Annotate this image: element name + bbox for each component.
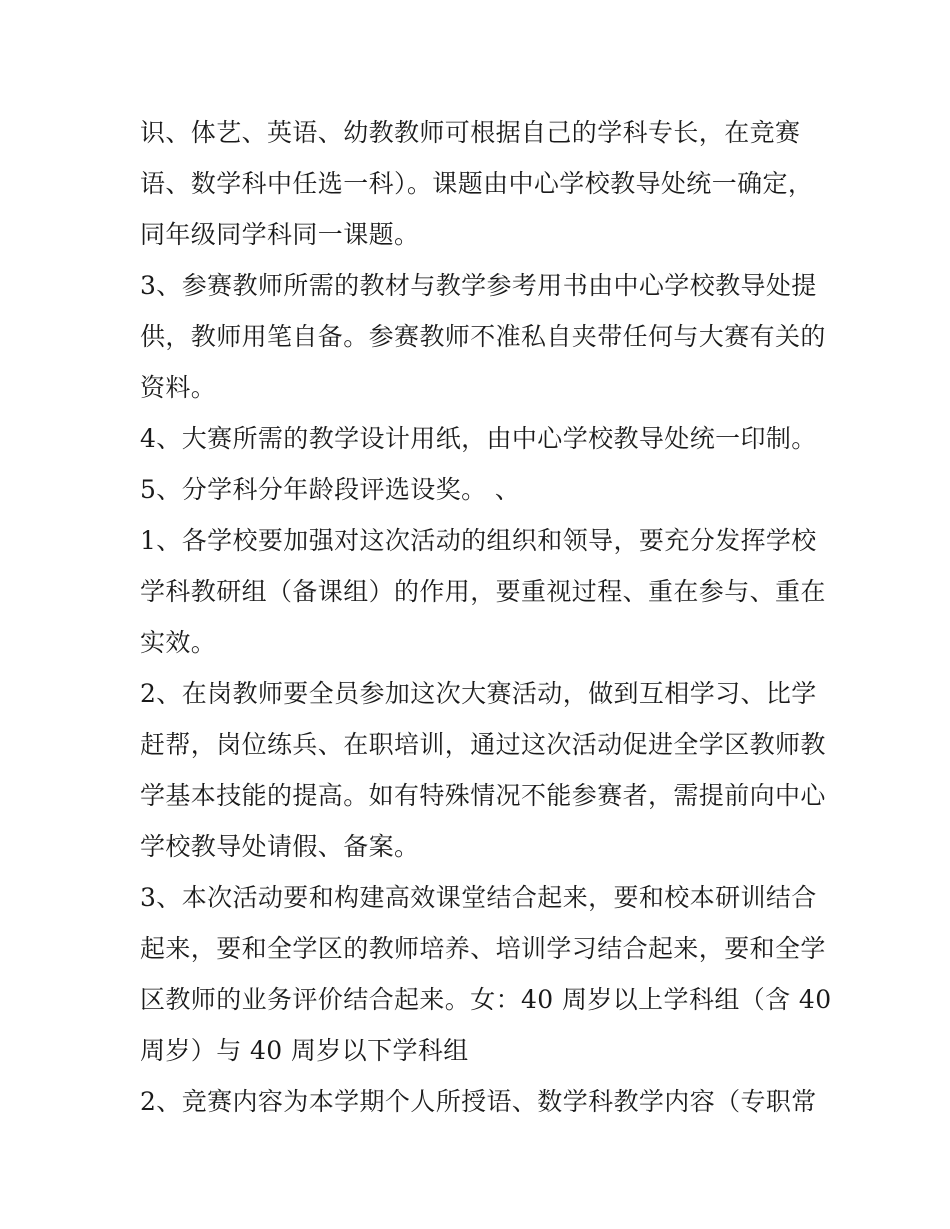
text-line: 学校教导处请假、备案。 [140, 832, 420, 861]
text-line: 5、分学科分年龄段评选设奖。 、 [140, 475, 521, 504]
text-line: 3、本次活动要和构建高效课堂结合起来，要和校本研训结合 [140, 883, 817, 912]
text-line: 起来，要和全学区的教师培养、培训学习结合起来，要和全学 [140, 934, 826, 963]
text-line: 供，教师用笔自备。参赛教师不准私自夹带任何与大赛有关的 [140, 322, 826, 351]
text-line: 识、体艺、英语、幼教教师可根据自己的学科专长，在竞赛 [140, 118, 801, 147]
text-line: 2、在岗教师要全员参加这次大赛活动，做到互相学习、比学 [140, 679, 817, 708]
text-line: 实效。 [140, 628, 217, 657]
text-line: 区教师的业务评价结合起来。女：40 周岁以上学科组（含 40 [140, 985, 832, 1014]
text-line: 学基本技能的提高。如有特殊情况不能参赛者，需提前向中心 [140, 781, 826, 810]
text-line: 2、竞赛内容为本学期个人所授语、数学科教学内容（专职常 [140, 1087, 817, 1116]
document-text-body [140, 107, 832, 1127]
text-line: 同年级同学科同一课题。 [140, 220, 420, 249]
text-line: 赶帮，岗位练兵、在职培训，通过这次活动促进全学区教师教 [140, 730, 826, 759]
text-line: 4、大赛所需的教学设计用纸，由中心学校教导处统一印制。 [140, 424, 817, 453]
text-line: 3、参赛教师所需的教材与教学参考用书由中心学校教导处提 [140, 271, 817, 300]
text-line: 资料。 [140, 373, 217, 402]
text-line: 学科教研组（备课组）的作用，要重视过程、重在参与、重在 [140, 577, 826, 606]
text-line: 1、各学校要加强对这次活动的组织和领导，要充分发挥学校 [140, 526, 817, 555]
text-line: 周岁）与 40 周岁以下学科组 [140, 1036, 469, 1065]
text-line: 语、数学科中任选一科）。课题由中心学校教导处统一确定， [140, 169, 814, 198]
